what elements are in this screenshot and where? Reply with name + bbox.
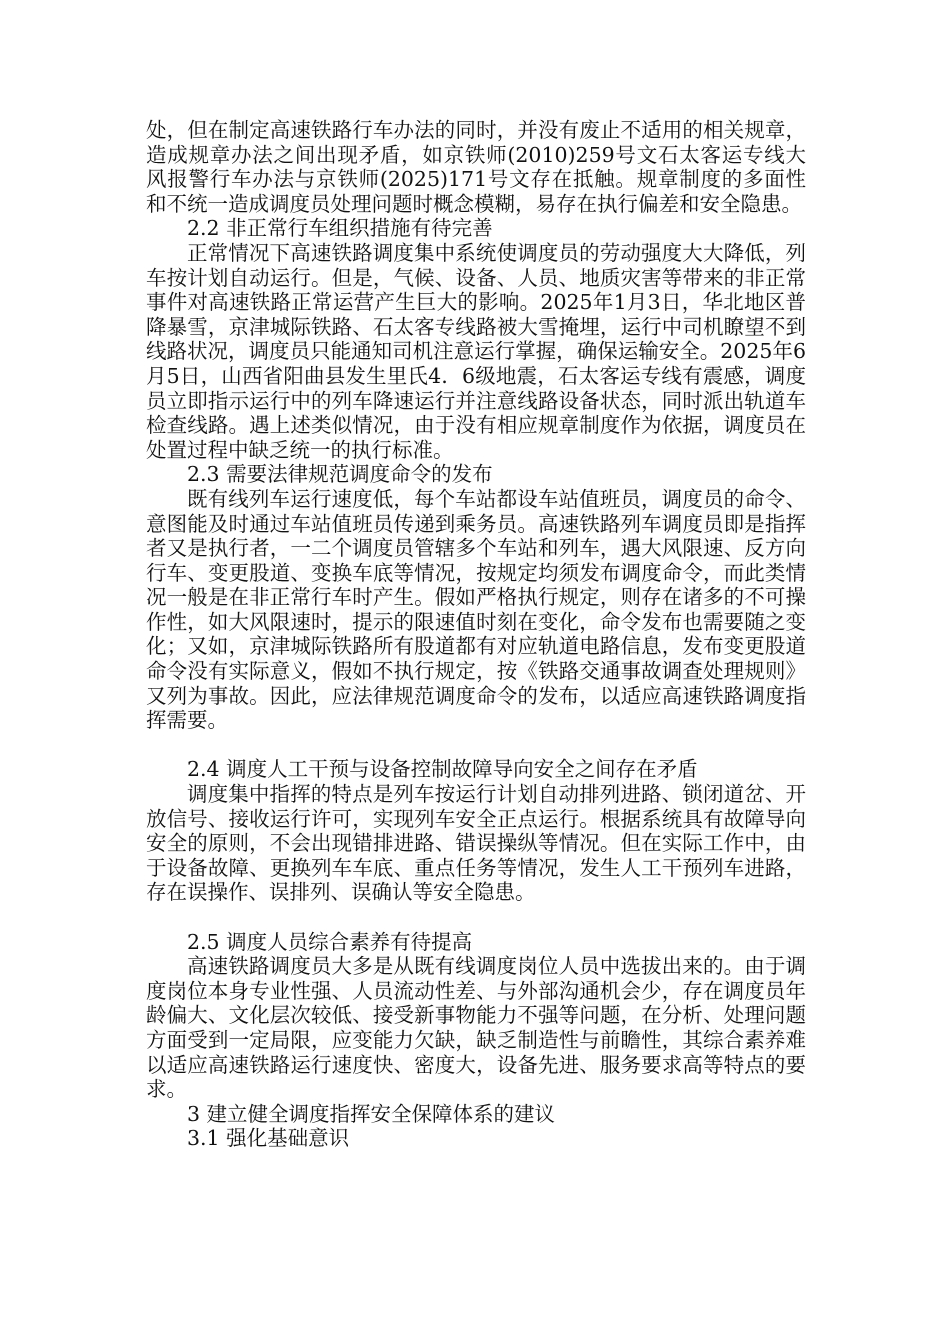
- section-heading-2-2: 2.2 非正常行车组织措施有待完善: [187, 216, 493, 241]
- paragraph-2-5: 高速铁路调度员大多是从既有线调度岗位人员中选拔出来的。由于调度岗位本身专业性强、人员流动性差、与外部沟通机会少，存在调度员年龄偏大、文化层次较低、接受新事物能力不强等问题，在分析、处理问题方面受到一定局限，应变能力欠缺，缺乏制造性与前瞻性，其综合素养难以适应高速铁路运行速度快、密度大，设备先进、服务要求高等特点的要求。: [146, 954, 806, 1102]
- section-heading-3: 3 建立健全调度指挥安全保障体系的建议: [187, 1101, 556, 1126]
- spacer: [146, 905, 806, 930]
- document-body: [146, 118, 806, 1151]
- spacer: [146, 733, 806, 758]
- paragraph-2-3: 既有线列车运行速度低，每个车站都设车站值班员，调度员的命令、意图能及时通过车站值班员传递到乘务员。高速铁路列车调度员即是指挥者又是执行者，一二个调度员管辖多个车站和列车，遇大风限速、反方向行车、变更股道、变换车底等情况，按规定均须发布调度命令，而此类情况一般是在非正常行车时产生。假如严格执行规定，则存在诸多的不可操作性，如大风限速时，提示的限速值时刻在变化，命令发布也需要随之变化；又如，京津城际铁路所有股道都有对应轨道电路信息，发布变更股道命令没有实际意义，假如不执行规定，按《铁路交通事故调查处理规则》又列为事故。因此，应法律规范调度命令的发布，以适应高速铁路调度指挥需要。: [146, 486, 806, 733]
- paragraph-continuation: 处，但在制定高速铁路行车办法的同时，并没有废止不适用的相关规章，造成规章办法之间出现矛盾，如京铁师(2010)259号文石太客运专线大风报警行车办法与京铁师(2025)171号文存在抵触。规章制度的多面性和不统一造成调度员处理问题时概念模糊，易存在执行偏差和安全隐患。: [146, 118, 806, 216]
- paragraph-2-2: 正常情况下高速铁路调度集中系统使调度员的劳动强度大大降低，列车按计划自动运行。但是，气候、设备、人员、地质灾害等带来的非正常事件对高速铁路正常运营产生巨大的影响。2025年1月3日，华北地区普降暴雪，京津城际铁路、石太客专线路被大雪掩埋，运行中司机瞭望不到线路状况，调度员只能通知司机注意运行掌握，确保运输安全。2025年6月5日，山西省阳曲县发生里氏4．6级地震，石太客运专线有震感，调度员立即指示运行中的列车降速运行并注意线路设备状态，同时派出轨道车检查线路。遇上述类似情况，由于没有相应规章制度作为依据，调度员在处置过程中缺乏统一的执行标准。: [146, 240, 806, 462]
- paragraph-2-4: 调度集中指挥的特点是列车按运行计划自动排列进路、锁闭道岔、开放信号、接收运行许可，实现列车安全正点运行。根据系统具有故障导向安全的原则，不会出现错排进路、错误操纵等情况。但在实际工作中，由于设备故障、更换列车车底、重点任务等情况，发生人工干预列车进路，存在误操作、误排列、误确认等安全隐患。: [146, 782, 806, 905]
- section-heading-2-3: 2.3 需要法律规范调度命令的发布: [187, 462, 493, 487]
- section-heading-2-5: 2.5 调度人员综合素养有待提高: [187, 929, 473, 954]
- section-heading-2-4: 2.4 调度人工干预与设备控制故障导向安全之间存在矛盾: [187, 757, 698, 782]
- section-heading-3-1: 3.1 强化基础意识: [187, 1126, 350, 1151]
